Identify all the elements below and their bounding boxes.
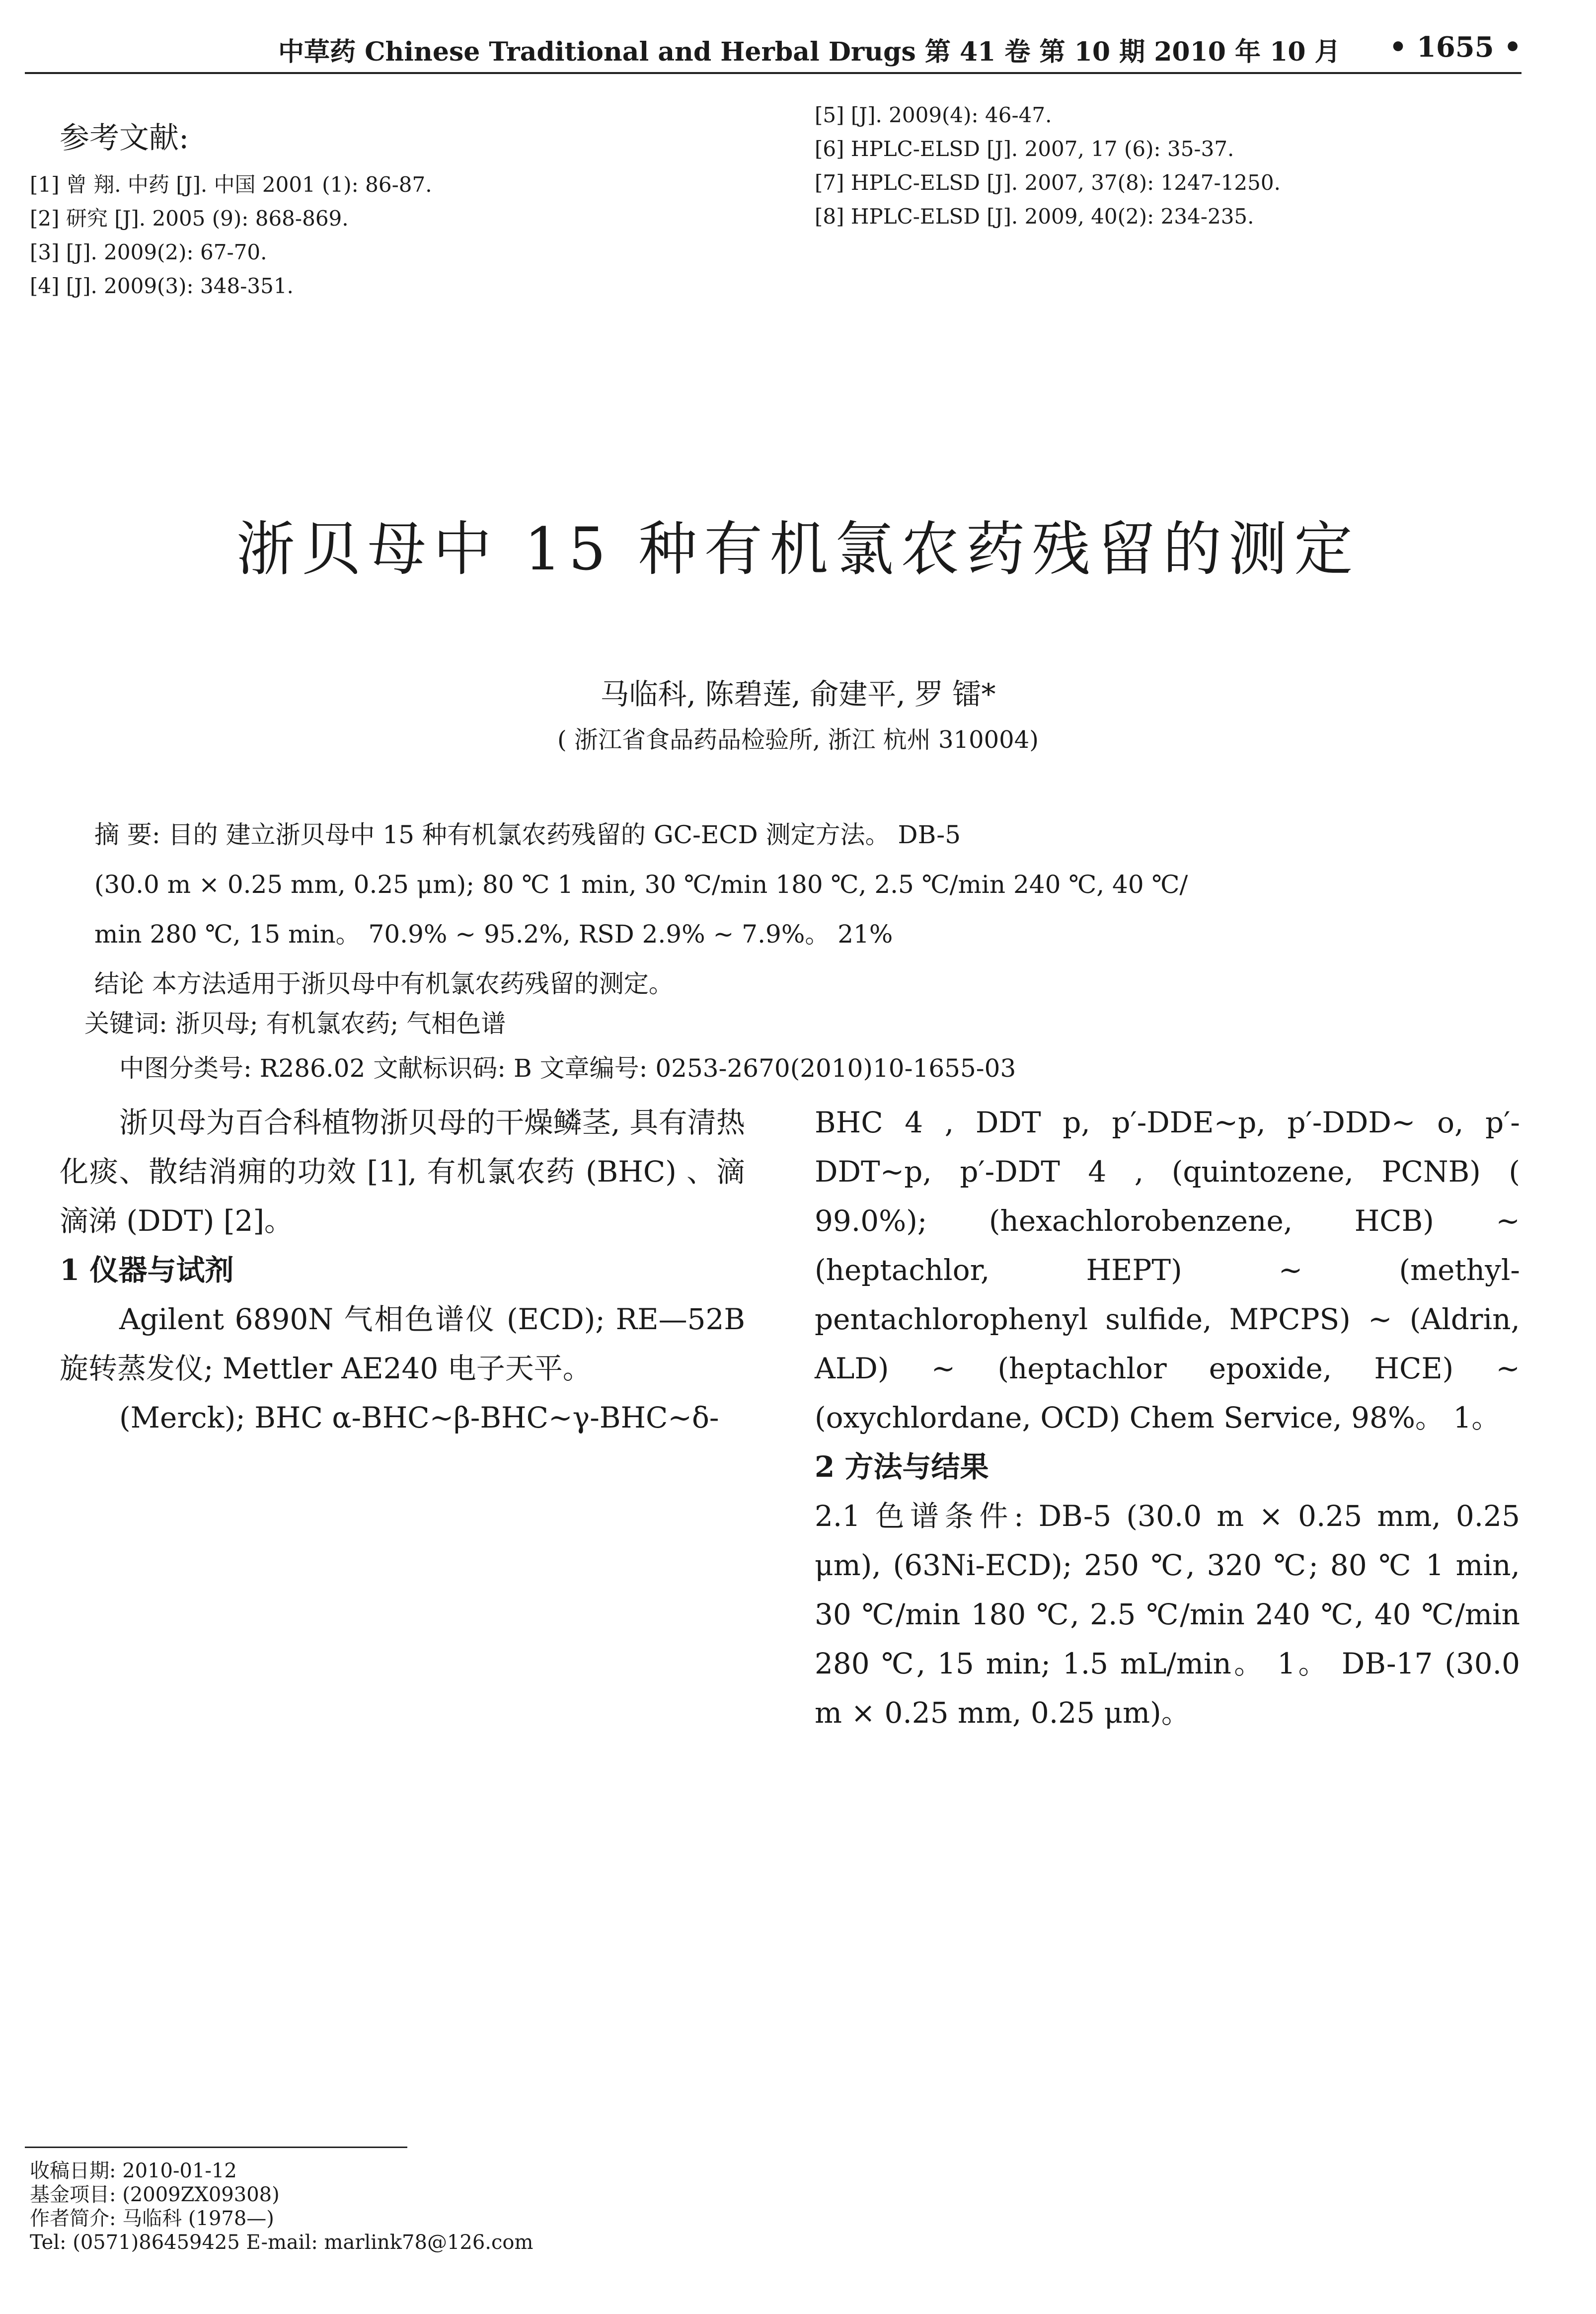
page-number: • 1655 • — [1389, 31, 1521, 64]
body-paragraph: (Merck); BHC α-BHC~β-BHC~γ-BHC~δ- — [119, 1401, 719, 1435]
header-rule — [25, 72, 1521, 74]
references-right-column — [815, 99, 1520, 235]
body-left-column — [60, 1098, 745, 1442]
reference-item: [5] [J]. 2009(4): 46-47. — [815, 103, 1052, 127]
footnote — [30, 2159, 1023, 2254]
references-heading: 参考文献: — [60, 121, 189, 156]
body-paragraph: Agilent 6890N 气相色谱仪 (ECD); RE—52B 旋转蒸发仪; Mettler AE240 电子天平。 — [60, 1302, 745, 1385]
reference-item: [3] [J]. 2009(2): 67-70. — [30, 240, 267, 264]
footnote-line: 收稿日期: 2010-01-12 — [30, 2159, 237, 2182]
abstract-line: 结论 本方法适用于浙贝母中有机氯农药残留的测定。 — [94, 969, 674, 998]
footnote-line: 作者简介: 马临科 (1978—) — [30, 2207, 274, 2230]
abstract-line: (30.0 m × 0.25 mm, 0.25 μm); 80 ℃ 1 min, 30 ℃/min 180 ℃, 2.5 ℃/min 240 ℃, 40 ℃/ — [94, 870, 1188, 899]
keywords: 关键词: 浙贝母; 有机氯农药; 气相色谱 — [84, 1009, 506, 1038]
footnote-line: 基金项目: (2009ZX09308) — [30, 2183, 280, 2206]
body-paragraph: 浙贝母为百合科植物浙贝母的干燥鳞茎, 具有清热化痰、散结消痈的功效 [1], 有机氯农药 (BHC) 、滴滴涕 (DDT) [2]。 — [60, 1106, 745, 1238]
classification-line: 中图分类号: R286.02 文献标识码: B 文章编号: 0253-2670(2010)10-1655-03 — [119, 1054, 1016, 1083]
body-right-column — [815, 1098, 1520, 1738]
affiliation: ( 浙江省食品药品检验所, 浙江 杭州 310004) — [557, 726, 1039, 754]
reference-item: [4] [J]. 2009(3): 348-351. — [30, 274, 294, 298]
abstract-line: 摘 要: 目的 建立浙贝母中 15 种有机氯农药残留的 GC-ECD 测定方法。 DB-5 — [94, 820, 961, 849]
section-heading: 2 方法与结果 — [815, 1450, 989, 1484]
abstract — [94, 810, 1515, 1009]
paper-title: 浙贝母中 15 种有机氯农药残留的测定 — [236, 515, 1360, 583]
footnote-rule — [25, 2147, 407, 2148]
body-paragraph: BHC 4 , DDT p, p′-DDE~p, p′-DDD~ o, p′-DDT~p, p′-DDT 4 , (quintozene, PCNB) ( 99.0%); (hexachlorobenzene, HCB) ~ (heptachlor, HEPT) ~ (methyl-pentachlorophenyl sulfide, MPCPS) ~ (Aldrin, ALD) ~ (heptachlor epoxide, HCE) ~ (oxychlordane, OCD) Chem Service, 98%。 1。 — [815, 1106, 1520, 1435]
reference-item: [2] 研究 [J]. 2005 (9): 868-869. — [30, 206, 349, 231]
reference-item: [8] HPLC-ELSD [J]. 2009, 40(2): 234-235. — [815, 204, 1254, 229]
reference-item: [1] 曾 翔. 中药 [J]. 中国 2001 (1): 86-87. — [30, 172, 432, 197]
reference-item: [6] HPLC-ELSD [J]. 2007, 17 (6): 35-37. — [815, 137, 1234, 161]
references-left-column — [30, 169, 755, 304]
section-heading: 1 仪器与试剂 — [60, 1253, 234, 1287]
abstract-line: min 280 ℃, 15 min。 70.9% ~ 95.2%, RSD 2.9% ~ 7.9%。 21% — [94, 920, 893, 949]
authors: 马临科, 陈碧莲, 俞建平, 罗 镭* — [600, 677, 996, 711]
running-header: 中草药 Chinese Traditional and Herbal Drugs 第 41 卷 第 10 期 2010 年 10 月 — [278, 37, 1341, 67]
footnote-line: Tel: (0571)86459425 E-mail: marlink78@126.com — [30, 2231, 533, 2254]
body-paragraph: 2.1 色谱条件: DB-5 (30.0 m × 0.25 mm, 0.25 μm), (63Ni-ECD); 250 ℃, 320 ℃; 80 ℃ 1 min, 30 ℃/min 180 ℃, 2.5 ℃/min 240 ℃, 40 ℃/min 280 ℃, 15 min; 1.5 mL/min。 1。 DB-17 (30.0 m × 0.25 mm, 0.25 μm)。 — [815, 1499, 1520, 1730]
reference-item: [7] HPLC-ELSD [J]. 2007, 37(8): 1247-1250. — [815, 170, 1281, 195]
